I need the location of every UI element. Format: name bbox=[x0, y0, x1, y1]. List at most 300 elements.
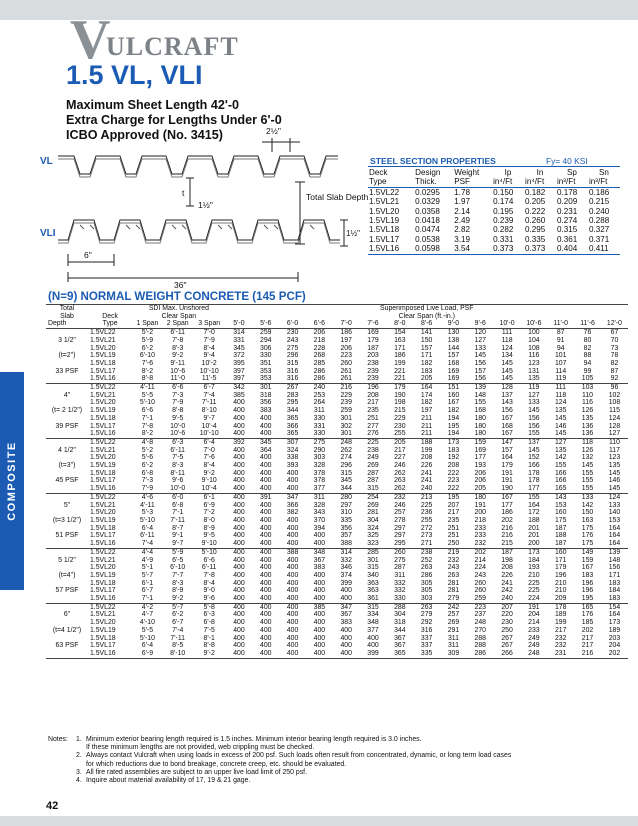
load-cell: 315 bbox=[286, 359, 299, 367]
load-cell: 400 bbox=[313, 532, 326, 540]
load-cell: 400 bbox=[260, 642, 272, 650]
props-header: in⁴/Ft bbox=[493, 177, 513, 187]
load-cell: 7'-9 bbox=[203, 336, 215, 344]
load-cell: 7'-7 bbox=[172, 571, 184, 579]
props-cell: 1.5VL21 bbox=[369, 197, 400, 207]
load-cell: 118 bbox=[582, 438, 593, 446]
load-cell: 243 bbox=[474, 571, 486, 579]
load-cell: 225 bbox=[528, 579, 540, 587]
slab-depth-cell bbox=[46, 650, 88, 658]
load-header: 10'-0 bbox=[494, 320, 521, 328]
load-cell: 150 bbox=[420, 336, 433, 344]
load-cell: 332 bbox=[340, 556, 352, 564]
load-cell: 400 bbox=[233, 619, 245, 627]
load-cell: 193 bbox=[528, 564, 540, 572]
load-cell: 183 bbox=[601, 595, 628, 603]
load-cell: 400 bbox=[286, 619, 299, 627]
load-cell: 281 bbox=[447, 579, 460, 587]
load-cell: 400 bbox=[306, 595, 333, 603]
load-cell: 119 bbox=[528, 384, 540, 392]
load-cell: 200 bbox=[474, 509, 486, 517]
slab-depth-cell: 3 1/2" bbox=[58, 336, 76, 344]
load-cell: 139 bbox=[474, 384, 486, 392]
load-cell: 157 bbox=[474, 367, 486, 375]
load-cell: 167 bbox=[501, 493, 513, 501]
load-cell: 353 bbox=[252, 375, 279, 383]
load-cell: 400 bbox=[252, 485, 279, 493]
load-cell: 9'-2 bbox=[203, 469, 215, 477]
load-row bbox=[46, 447, 628, 455]
load-row bbox=[46, 627, 628, 635]
load-cell: 377 bbox=[306, 485, 333, 493]
deck-type-cell: 1.5VL21 bbox=[89, 391, 116, 399]
steel-props-table bbox=[368, 168, 620, 255]
load-cell: 400 bbox=[286, 532, 299, 540]
load-cell: 205 bbox=[394, 438, 406, 446]
load-cell: 269 bbox=[367, 501, 379, 509]
load-cell: 211 bbox=[421, 414, 433, 422]
spec-max-length: Maximum Sheet Length 42'-0 bbox=[66, 98, 240, 112]
load-cell: 276 bbox=[360, 430, 387, 438]
label-vl: VL bbox=[40, 156, 53, 167]
slab-depth-cell: 63 PSF bbox=[55, 642, 79, 650]
load-cell: 6'-4 bbox=[141, 524, 154, 532]
load-cell: 400 bbox=[286, 587, 299, 595]
load-cell: 208 bbox=[501, 564, 513, 572]
load-header: 7'-0 bbox=[333, 320, 360, 328]
load-cell: 347 bbox=[340, 603, 352, 611]
load-cell: 157 bbox=[501, 446, 513, 454]
props-row bbox=[368, 197, 620, 206]
load-cell: 307 bbox=[286, 438, 299, 446]
load-cell: 231 bbox=[547, 650, 574, 658]
load-cell: 235 bbox=[447, 516, 460, 524]
deck-type-cell: 1.5VL16 bbox=[88, 595, 132, 603]
load-cell: 263 bbox=[420, 603, 433, 611]
load-cell: 315 bbox=[340, 469, 352, 477]
load-cell: 400 bbox=[306, 540, 333, 548]
deck-type-cell: 1.5VL22 bbox=[89, 548, 116, 556]
load-cell: 9'-10 bbox=[193, 540, 226, 548]
load-cell: 131 bbox=[528, 367, 540, 375]
load-cell: 260 bbox=[394, 548, 406, 556]
props-cell: 1.5VL17 bbox=[369, 234, 400, 244]
load-cell: 7'-1 bbox=[141, 414, 154, 422]
load-cell: 187 bbox=[501, 548, 513, 556]
load-cell: 217 bbox=[394, 446, 406, 454]
load-cell: 345 bbox=[260, 438, 272, 446]
props-header: in⁴/Ft bbox=[525, 177, 545, 187]
slab-depth-cell: (t=3 1/2") bbox=[52, 516, 82, 524]
load-cell: 124 bbox=[554, 399, 567, 407]
load-cell: 291 bbox=[447, 626, 460, 634]
props-cell: 1.5VL16 bbox=[369, 244, 400, 254]
load-cell: 138 bbox=[447, 336, 460, 344]
load-cell: 188 bbox=[420, 438, 433, 446]
props-row bbox=[368, 207, 620, 216]
load-row bbox=[46, 407, 628, 415]
load-cell: 367 bbox=[340, 611, 352, 619]
load-cell: 169 bbox=[447, 367, 460, 375]
load-cell: 117 bbox=[608, 446, 620, 454]
load-row bbox=[46, 415, 628, 423]
load-cell: 400 bbox=[233, 422, 245, 430]
load-cell: 399 bbox=[340, 579, 352, 587]
load-cell: 378 bbox=[313, 477, 326, 485]
dim-top: 2½" bbox=[266, 126, 281, 136]
load-cell: 400 bbox=[226, 485, 253, 493]
props-cell: 0.0418 bbox=[415, 216, 440, 226]
load-row bbox=[46, 603, 628, 611]
load-cell: 209 bbox=[547, 595, 574, 603]
note-item bbox=[76, 736, 628, 752]
load-cell: 233 bbox=[474, 524, 486, 532]
load-cell: 139 bbox=[608, 548, 621, 556]
load-cell: 400 bbox=[367, 642, 379, 650]
load-cell: 232 bbox=[467, 540, 494, 548]
load-cell: 178 bbox=[528, 477, 540, 485]
deck-type-cell: 1.5VL20 bbox=[89, 344, 116, 352]
load-cell: 287 bbox=[367, 469, 379, 477]
load-cell: 204 bbox=[528, 611, 540, 619]
load-cell: 5'-10 bbox=[139, 399, 155, 407]
deck-type-cell: 1.5VL21 bbox=[89, 501, 116, 509]
load-cell: 206 bbox=[474, 469, 486, 477]
load-cell: 9'-7 bbox=[163, 540, 193, 548]
load-cell: 305 bbox=[420, 579, 433, 587]
load-cell: 197 bbox=[420, 407, 433, 415]
load-cell: 142 bbox=[581, 501, 594, 509]
load-cell: 241 bbox=[501, 579, 513, 587]
load-cell: 5'-10 bbox=[139, 634, 155, 642]
load-cell: 269 bbox=[447, 619, 460, 627]
load-cell: 311 bbox=[313, 493, 325, 501]
load-row bbox=[46, 345, 628, 353]
load-cell: 260 bbox=[474, 587, 486, 595]
load-cell: 7'-9 bbox=[132, 485, 162, 493]
load-cell: 169 bbox=[440, 375, 467, 383]
deck-type-cell: 1.5VL17 bbox=[89, 642, 116, 650]
load-cell: 155 bbox=[520, 430, 547, 438]
load-cell: 11'-5 bbox=[193, 375, 226, 383]
props-cell: 0.282 bbox=[493, 225, 514, 235]
props-cell: 0.373 bbox=[525, 244, 546, 254]
props-cell: 0.331 bbox=[493, 234, 514, 244]
props-cell: 2.49 bbox=[454, 216, 470, 226]
props-row bbox=[368, 244, 620, 254]
load-cell: 370 bbox=[313, 516, 326, 524]
load-cell: 222 bbox=[447, 469, 460, 477]
load-cell: 9'-2 bbox=[172, 352, 184, 360]
load-cell: 325 bbox=[367, 532, 379, 540]
load-cell: 223 bbox=[474, 603, 486, 611]
load-cell: 225 bbox=[367, 438, 379, 446]
load-cell: 4'-7 bbox=[141, 611, 154, 619]
load-cell: 211 bbox=[413, 430, 440, 438]
load-cell: 164 bbox=[528, 501, 540, 509]
load-header: Deck bbox=[102, 312, 118, 320]
load-cell: 345 bbox=[233, 344, 245, 352]
slab-depth-cell bbox=[46, 493, 88, 501]
load-cell: 178 bbox=[528, 469, 540, 477]
load-cell: 246 bbox=[394, 501, 406, 509]
slab-depth-cell bbox=[46, 329, 88, 337]
props-cell: 0.186 bbox=[588, 187, 610, 197]
load-cell: 400 bbox=[286, 556, 299, 564]
load-row bbox=[46, 438, 628, 446]
props-header: Type bbox=[369, 177, 387, 187]
note-text: Always contact Vulcraft when using loads in excess of 200 psf. Such loads often result from concentrated, dynamic, or long term load cases for which reductions due to bond breakage, concrete creep, etc. should be evaluated. bbox=[86, 752, 512, 768]
load-cell: 8'-1 bbox=[203, 634, 215, 642]
load-cell: 10'-0 bbox=[163, 485, 193, 493]
load-cell: 385 bbox=[313, 603, 326, 611]
deck-type-cell: 1.5VL17 bbox=[89, 587, 116, 595]
load-cell: 347 bbox=[286, 493, 299, 501]
load-cell: 191 bbox=[501, 477, 513, 485]
load-cell: 7'-6 bbox=[203, 454, 215, 462]
load-cell: 400 bbox=[313, 619, 326, 627]
load-cell: 337 bbox=[420, 642, 433, 650]
load-cell: 281 bbox=[367, 509, 379, 517]
load-cell: 400 bbox=[313, 587, 326, 595]
deck-type-cell: 1.5VL18 bbox=[89, 414, 116, 422]
slab-depth-cell: (t=4 1/2") bbox=[52, 626, 82, 634]
slab-depth-cell: (t=2") bbox=[58, 352, 76, 360]
load-cell: 295 bbox=[386, 540, 413, 548]
load-cell: 263 bbox=[394, 477, 406, 485]
deck-type-cell: 1.5VL16 bbox=[88, 375, 132, 383]
props-cell: 1.78 bbox=[454, 187, 470, 197]
props-body bbox=[368, 187, 620, 254]
load-row bbox=[46, 587, 628, 595]
props-cell: 0.0358 bbox=[415, 206, 440, 216]
load-cell: 251 bbox=[447, 532, 460, 540]
load-cell: 400 bbox=[260, 509, 272, 517]
deck-type-cell: 1.5VL18 bbox=[89, 524, 116, 532]
load-cell: 367 bbox=[394, 634, 406, 642]
load-cell: 7'-2 bbox=[203, 509, 215, 517]
load-cell: 400 bbox=[313, 611, 326, 619]
load-cell: 8'-4 bbox=[203, 462, 215, 470]
load-cell: 133 bbox=[474, 344, 486, 352]
load-cell: 178 bbox=[554, 603, 567, 611]
load-cell: 187 bbox=[547, 540, 574, 548]
load-cell: 6'-3 bbox=[172, 438, 184, 446]
load-cell: 10'-2 bbox=[201, 359, 217, 367]
load-cell: 400 bbox=[367, 634, 379, 642]
props-header: in³/Ft bbox=[588, 177, 608, 187]
load-cell: 242 bbox=[501, 587, 513, 595]
load-cell: 217 bbox=[554, 626, 567, 634]
load-cell: 400 bbox=[313, 626, 326, 634]
load-cell: 232 bbox=[447, 556, 460, 564]
load-cell: 78 bbox=[610, 352, 619, 360]
load-header: 9'-6 bbox=[467, 320, 494, 328]
load-cell: 388 bbox=[286, 548, 299, 556]
load-cell: 172 bbox=[528, 509, 540, 517]
load-header-row-1 bbox=[46, 305, 628, 313]
load-cell: 183 bbox=[447, 446, 460, 454]
load-cell: 167 bbox=[447, 399, 460, 407]
load-cell: 400 bbox=[286, 571, 299, 579]
load-cell: 164 bbox=[608, 532, 621, 540]
load-cell: 311 bbox=[447, 642, 459, 650]
load-cell: 156 bbox=[501, 407, 513, 415]
load-cell: 177 bbox=[474, 454, 486, 462]
load-cell: 400 bbox=[233, 469, 245, 477]
load-cell: 400 bbox=[233, 634, 245, 642]
slab-depth-cell: 45 PSF bbox=[55, 477, 79, 485]
load-cell: 332 bbox=[394, 579, 406, 587]
load-cell: 217 bbox=[447, 509, 460, 517]
load-cell: 217 bbox=[581, 634, 594, 642]
load-cell: 182 bbox=[420, 399, 433, 407]
load-cell: 135 bbox=[554, 407, 567, 415]
load-cell: 135 bbox=[581, 414, 594, 422]
load-cell: 219 bbox=[447, 548, 460, 556]
load-cell: 261 bbox=[340, 367, 352, 375]
load-cell: 199 bbox=[394, 359, 406, 367]
load-cell: 184 bbox=[528, 556, 540, 564]
load-cell: 232 bbox=[554, 634, 567, 642]
props-cell: 0.373 bbox=[493, 244, 514, 254]
load-cell: 120 bbox=[474, 329, 486, 337]
load-row bbox=[46, 635, 628, 643]
load-cell: 174 bbox=[420, 391, 433, 399]
load-cell: 275 bbox=[286, 344, 299, 352]
load-header bbox=[88, 305, 132, 313]
load-cell: 304 bbox=[394, 611, 406, 619]
load-cell: 222 bbox=[440, 485, 467, 493]
load-cell: 192 bbox=[447, 454, 460, 462]
load-cell: 5'-7 bbox=[141, 571, 154, 579]
load-cell: 316 bbox=[279, 375, 306, 383]
load-cell: 400 bbox=[252, 540, 279, 548]
steel-props-fy: Fy= 40 KSI bbox=[546, 156, 588, 166]
slab-depth-cell bbox=[46, 485, 88, 493]
load-header: Depth bbox=[46, 320, 88, 328]
props-cell: 3.54 bbox=[454, 244, 470, 254]
load-cell: 8'-2 bbox=[141, 367, 154, 375]
load-cell: 132 bbox=[581, 454, 594, 462]
load-cell: 400 bbox=[233, 454, 245, 462]
load-cell: 8'-11 bbox=[170, 469, 186, 477]
load-cell: 400 bbox=[260, 532, 272, 540]
load-cell: 227 bbox=[394, 454, 406, 462]
load-row bbox=[46, 595, 628, 603]
load-cell: 108 bbox=[528, 344, 540, 352]
load-cell: 6'-7 bbox=[203, 384, 215, 392]
load-cell: 185 bbox=[581, 619, 594, 627]
load-cell: 111 bbox=[501, 329, 513, 337]
slab-depth-cell bbox=[46, 509, 88, 517]
load-cell: 279 bbox=[420, 611, 433, 619]
load-cell: 400 bbox=[233, 501, 245, 509]
load-cell: 275 bbox=[394, 556, 406, 564]
load-header: 6'-6 bbox=[306, 320, 333, 328]
props-row bbox=[368, 216, 620, 225]
load-cell: 6'-8 bbox=[203, 619, 215, 627]
load-cell: 400 bbox=[233, 579, 245, 587]
load-cell: 250 bbox=[440, 540, 467, 548]
load-cell: 215 bbox=[494, 540, 521, 548]
load-cell: 9'-7 bbox=[203, 414, 215, 422]
load-cell: 8'-7 bbox=[172, 524, 184, 532]
load-cell: 263 bbox=[447, 571, 460, 579]
load-header: Total bbox=[59, 305, 75, 312]
load-cell: 180 bbox=[474, 493, 486, 501]
load-cell: 356 bbox=[260, 399, 272, 407]
load-cell: 388 bbox=[333, 540, 360, 548]
load-cell: 133 bbox=[581, 493, 594, 501]
load-cell: 143 bbox=[501, 399, 513, 407]
props-header: Deck bbox=[369, 168, 388, 177]
load-cell: 400 bbox=[260, 564, 272, 572]
load-header: 3 Span bbox=[193, 320, 226, 328]
note-number: 2. bbox=[76, 752, 82, 760]
load-cell: 9'-5 bbox=[203, 532, 215, 540]
load-cell: 365 bbox=[386, 650, 413, 658]
load-cell: 8'-3 bbox=[172, 344, 184, 352]
load-cell: 7'-0 bbox=[203, 329, 215, 337]
label-vli: VLI bbox=[40, 228, 56, 239]
load-cell: 6'-11 bbox=[170, 329, 186, 337]
load-cell: 202 bbox=[581, 626, 594, 634]
load-cell: 400 bbox=[233, 556, 245, 564]
load-cell: 8'-9 bbox=[172, 587, 184, 595]
load-cell: 191 bbox=[474, 501, 486, 509]
load-cell: 262 bbox=[340, 446, 352, 454]
load-cell: 6'-0 bbox=[172, 493, 184, 501]
deck-type-cell: 1.5VL20 bbox=[89, 619, 116, 627]
load-cell: 400 bbox=[286, 477, 299, 485]
load-cell: 173 bbox=[608, 619, 621, 627]
slab-depth-cell bbox=[46, 525, 88, 533]
load-cell: 7'-8 bbox=[172, 336, 184, 344]
load-cell: 263 bbox=[420, 564, 433, 572]
props-header: Thick. bbox=[415, 177, 437, 187]
load-cell: 144 bbox=[447, 344, 460, 352]
load-cell: 7'-8 bbox=[203, 571, 215, 579]
dim-t: t bbox=[182, 188, 185, 198]
load-cell: 264 bbox=[313, 399, 326, 407]
load-cell: 8'-8 bbox=[172, 407, 184, 415]
load-cell: 156 bbox=[528, 422, 540, 430]
load-cell: 96 bbox=[610, 384, 619, 392]
load-cell: 9'-11 bbox=[170, 359, 186, 367]
load-header: 6'-0 bbox=[279, 320, 306, 328]
vli-profile bbox=[58, 220, 340, 240]
load-cell: 210 bbox=[554, 579, 567, 587]
load-cell: 148 bbox=[608, 556, 621, 564]
load-cell: 127 bbox=[474, 336, 486, 344]
deck-type-cell: 1.5VL19 bbox=[89, 407, 116, 415]
load-cell: 277 bbox=[367, 422, 379, 430]
load-cell: 176 bbox=[581, 611, 594, 619]
load-cell: 267 bbox=[286, 384, 299, 392]
slab-depth-cell: 5" bbox=[63, 501, 71, 509]
load-cell: 315 bbox=[367, 603, 379, 611]
load-cell: 221 bbox=[394, 367, 406, 375]
load-header: 8'-6 bbox=[413, 320, 440, 328]
load-cell: 367 bbox=[394, 642, 406, 650]
load-cell: 6'-10 bbox=[139, 352, 155, 360]
load-cell: 110 bbox=[582, 391, 593, 399]
deck-type-cell: 1.5VL16 bbox=[88, 650, 132, 658]
load-row bbox=[46, 517, 628, 525]
load-cell: 110 bbox=[608, 438, 620, 446]
load-cell: 216 bbox=[340, 384, 352, 392]
